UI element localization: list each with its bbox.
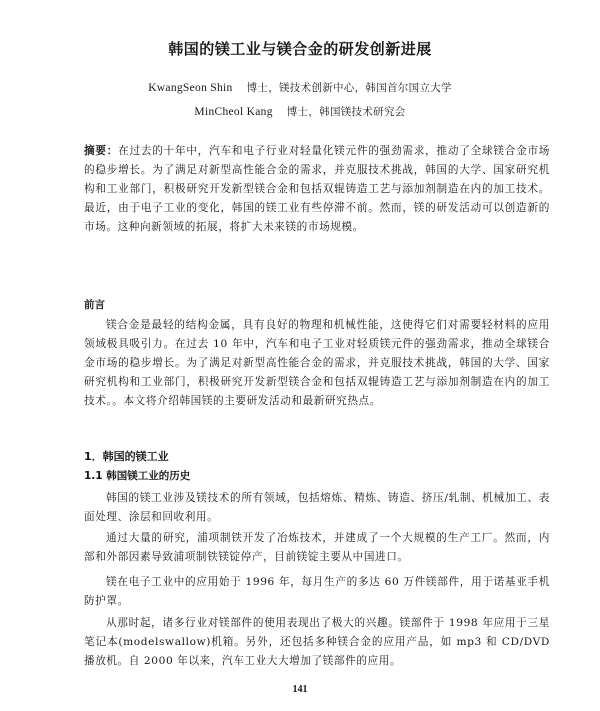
page-number: 141 bbox=[292, 684, 308, 695]
intro-paragraph: 镁合金是最轻的结构金属，具有良好的物理和机械性能，这使得它们对需要轻材料的应用领域极具吸引力。在过去 10 年中，汽车和电子工业对轻质镁元件的强劲需求，推动全球镁合金市场的稳步增长。为了满足对新型高性能合金的需求，并克服技术挑战，韩国的大学、国家研究机构和工业部门，积极研究开发新型镁合金和包括双辊铸造工艺与添加剂制造在内的加工技术。。本文将介绍韩国镁的主要研发活动和最新研究热点。 bbox=[84, 319, 550, 407]
paper-title: 韩国的镁工业与镁合金的研发创新进展 bbox=[168, 40, 432, 58]
author-line-2 bbox=[0, 104, 600, 119]
abstract-text: 在过去的十年中，汽车和电子行业对轻量化镁元件的强劲需求，推动了全球镁合金市场的稳步增长。为了满足对新型高性能合金的需求，并克服技术挑战，韩国的大学、国家研究机构和工业部门，积极研究开发新型镁合金和包括双辊铸造工艺与添加剂制造在内的加工技术。最近，由于电子工业的变化，韩国的镁工业有些停滞不前。然而，镁的研发活动可以创造新的市场。这种向新领域的拓展，将扩大未来镁的市场规模。 bbox=[84, 145, 551, 233]
section-1-1-heading: 1.1 韩国镁工业的历史 bbox=[84, 470, 191, 482]
author-name-1: KwangSeon Shin bbox=[148, 82, 233, 94]
section-1-1-paragraph-2: 通过大量的研究，浦项制铁开发了冶炼技术，并建成了一个大规模的生产工厂。然而，内部和外部因素导致浦项制铁镁锭停产，目前镁锭主要从中国进口。 bbox=[84, 532, 550, 563]
abstract-label: 摘要： bbox=[84, 145, 119, 157]
abstract bbox=[84, 142, 550, 237]
section-1-1-paragraph-4: 从那时起，诸多行业对镁部件的使用表现出了极大的兴趣。镁部件于 1998 年应用于三星笔记本(modelswallow)机箱。另外，还包括多种镁合金的应用产品，如 mp3 和 CD/DVD 播放机。自 2000 年以来，汽车工业大大增加了镁部件的应用。 bbox=[84, 617, 550, 667]
section-1-heading: 1．韩国的镁工业 bbox=[84, 450, 169, 463]
section-1-1-paragraph-3: 镁在电子工业中的应用始于 1996 年，每月生产的多达 60 万件镁部件，用于诺基亚手机防护罩。 bbox=[84, 576, 550, 607]
author-affiliation-2: 博士，韩国镁技术研究会 bbox=[286, 106, 406, 118]
author-name-2: MinCheol Kang bbox=[194, 106, 273, 118]
section-1-1-paragraph-1: 韩国的镁工业涉及镁技术的所有领域，包括熔炼、精炼、铸造、挤压/轧制、机械加工、表面处理、涂层和回收利用。 bbox=[84, 492, 550, 523]
intro-heading: 前言 bbox=[84, 299, 105, 311]
author-affiliation-1: 博士，镁技术创新中心，韩国首尔国立大学 bbox=[246, 82, 452, 94]
author-line-1 bbox=[0, 80, 600, 95]
